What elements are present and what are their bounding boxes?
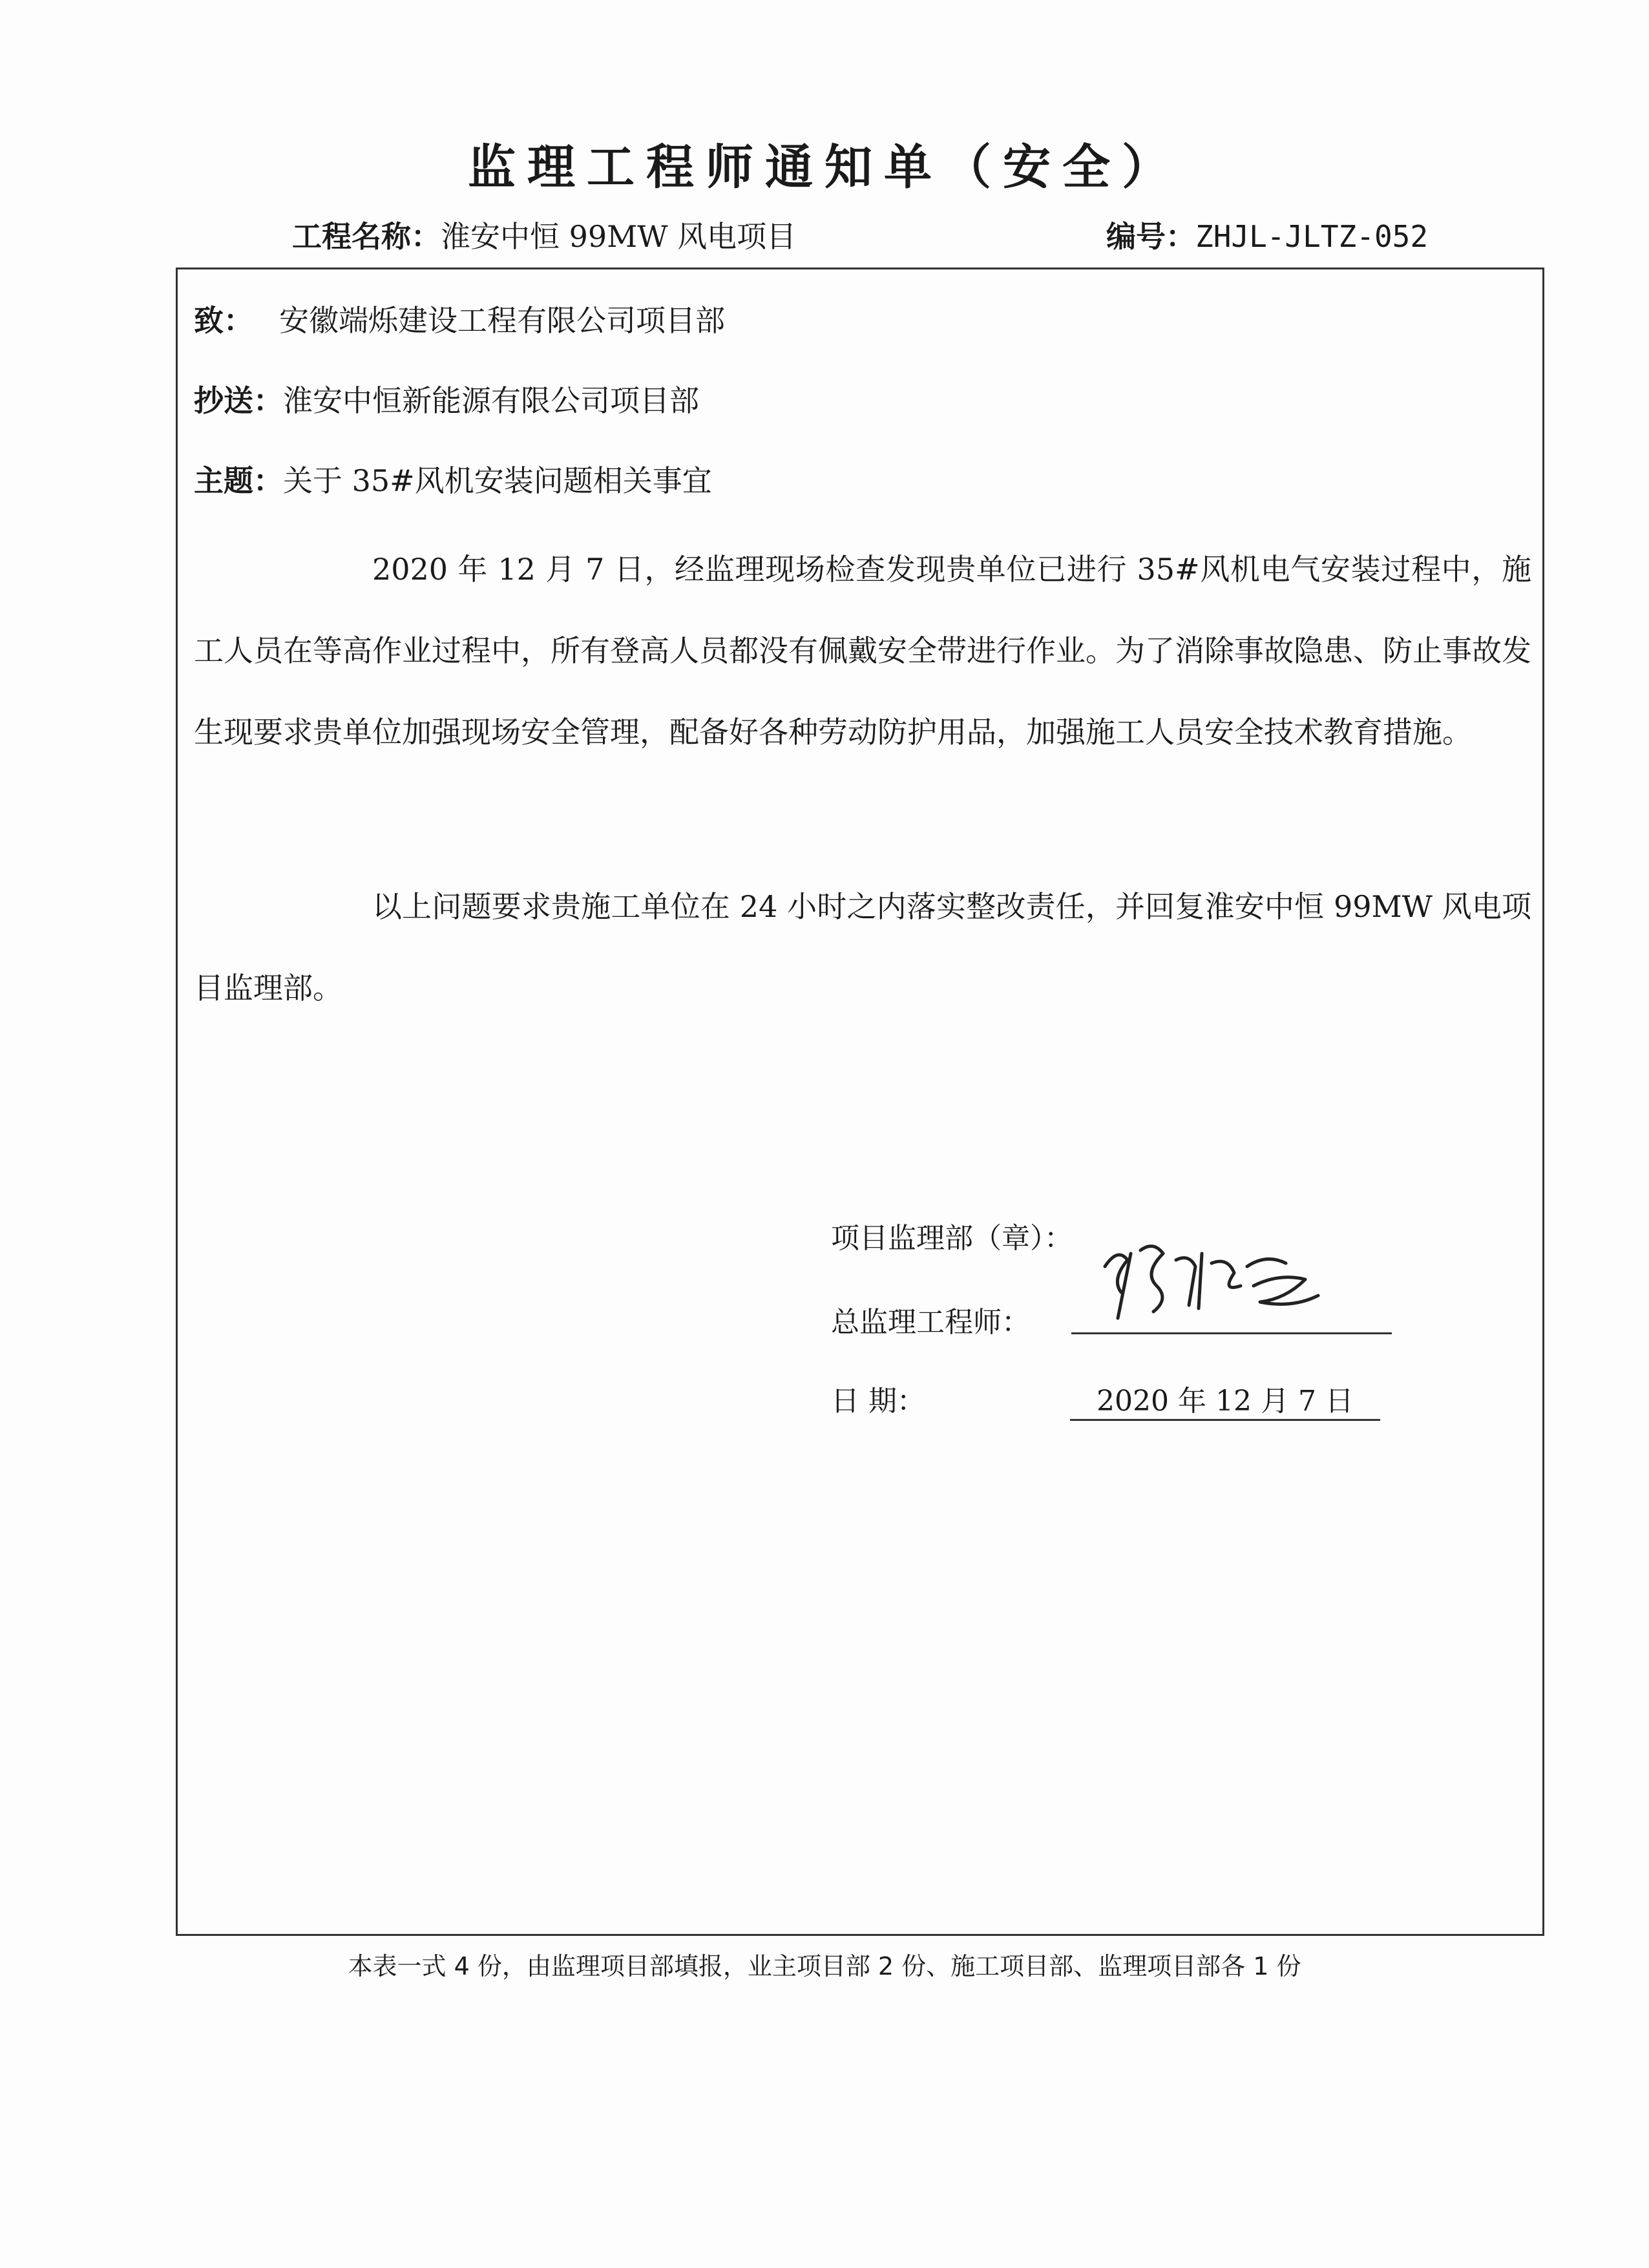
date-value-text: 2020 年 12 月 7 日 (1070, 1378, 1380, 1421)
document-number-row (1106, 213, 1428, 256)
date-label: 日 期： (831, 1385, 925, 1418)
date-value (1070, 1378, 1380, 1421)
project-name-value: 淮安中恒 99MW 风电项目 (441, 219, 797, 254)
cc-row (194, 377, 699, 420)
body-paragraph-2: 以上问题要求贵施工单位在 24 小时之内落实整改责任，并回复淮安中恒 99MW 风电项目监理部。 (194, 889, 1531, 1005)
notice-frame (176, 268, 1544, 1936)
document-number-label: 编号： (1106, 219, 1195, 254)
to-label: 致： (194, 303, 253, 338)
subject-row (194, 457, 712, 500)
body-paragraph-1: 2020 年 12 月 7 日，经监理现场检查发现贵单位已进行 35#风机电气安装过程中，施工人员在等高作业过程中，所有登高人员都没有佩戴安全带进行作业。为了消除事故隐患、防止事故发生现要求贵单位加强现场安全管理，配备好各种劳动防护用品，加强施工人员安全技术教育措施。 (194, 552, 1531, 750)
dept-seal-label: 项目监理部（章）： (831, 1222, 1073, 1255)
chief-engineer-label: 总监理工程师： (831, 1306, 1030, 1339)
to-value: 安徽端烁建设工程有限公司项目部 (279, 303, 725, 338)
document-title: 监理工程师通知单（安全） (468, 140, 1181, 195)
to-row (194, 297, 725, 340)
form-footer-note: 本表一式 4 份，由监理项目部填报，业主项目部 2 份、施工项目部、监理项目部各 1 份 (348, 1952, 1301, 1980)
project-name-row (292, 213, 796, 256)
handwritten-signature (1092, 1228, 1338, 1325)
subject-value: 关于 35#风机安装问题相关事宜 (283, 463, 712, 498)
cc-value: 淮安中恒新能源有限公司项目部 (283, 383, 699, 418)
document-number-value: ZHJL-JLTZ-052 (1195, 219, 1429, 254)
project-name-label: 工程名称： (292, 219, 441, 254)
subject-label: 主题： (194, 463, 283, 498)
cc-label: 抄送： (194, 383, 283, 418)
